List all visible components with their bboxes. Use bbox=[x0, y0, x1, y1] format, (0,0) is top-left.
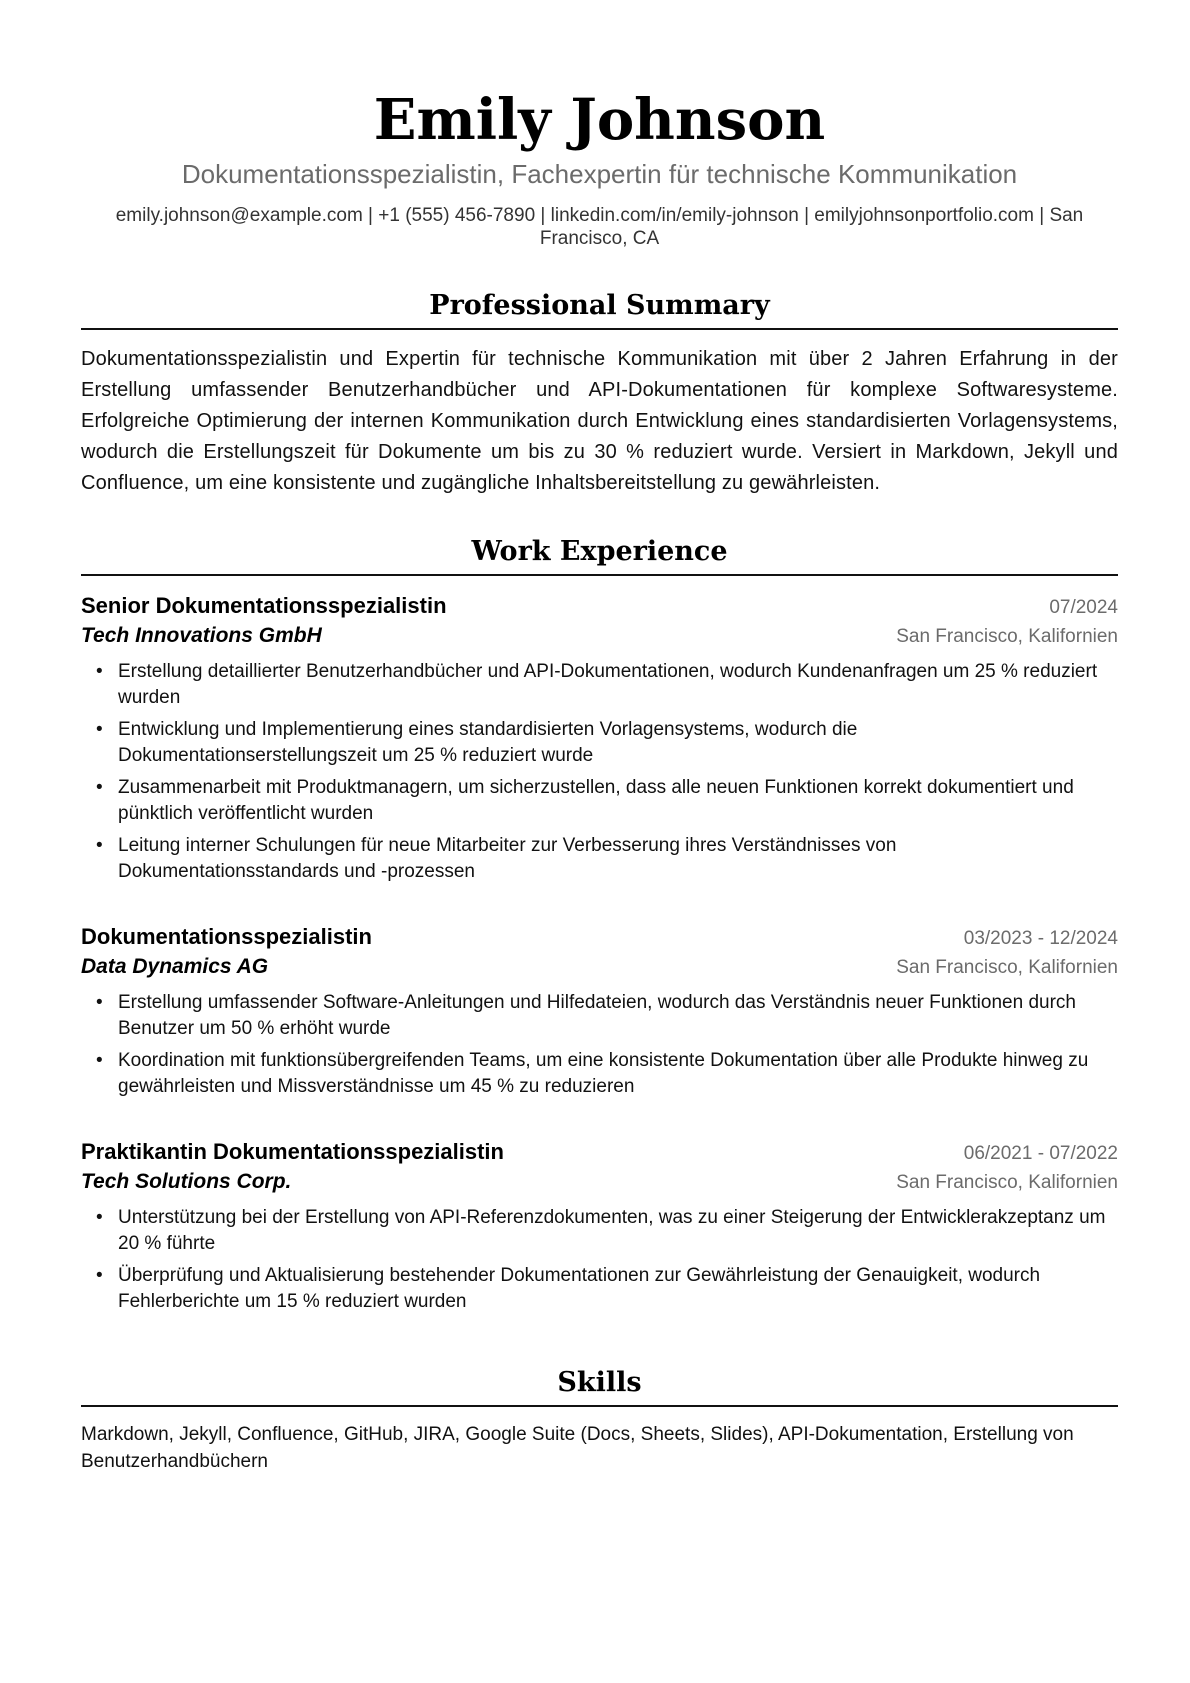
summary-text: Dokumentationsspezialistin und Expertin für technische Kommunikation mit über 2 Jahren Erfahrung in der Erstellung umfassender Benutzerhandbücher und API-Dokumentationen für komplexe Softwaresysteme. Erfolgreiche Optimierung der internen Kommunikation durch Entwicklung eines standardisierten Vorlagensystems, wodurch die Erstellungszeit für Dokumente um bis zu 30 % reduziert wurde. Versiert in Markdown, Jekyll und Confluence, um eine konsistente und zugängliche Inhaltsbereitstellung zu gewährleisten. bbox=[81, 348, 1118, 494]
bullet-icon: • bbox=[96, 661, 103, 682]
bullet-icon: • bbox=[96, 835, 103, 856]
resume-page bbox=[81, 0, 1118, 1475]
skills-heading: Skills bbox=[81, 1365, 1118, 1407]
bullet-icon: • bbox=[96, 719, 103, 740]
skills-section bbox=[81, 1365, 1118, 1475]
bullet-icon: • bbox=[96, 1207, 103, 1228]
bullet-icon: • bbox=[96, 777, 103, 798]
bullet-icon: • bbox=[96, 1050, 103, 1071]
job-bullet: • Erstellung detaillierter Benutzerhandbücher und API-Dokumentationen, wodurch Kundenanfragen um 25 % reduziert wurden bbox=[96, 661, 1098, 708]
job-company: Tech Solutions Corp. bbox=[81, 1170, 292, 1193]
job-bullet: • Entwicklung und Implementierung eines standardisierten Vorlagensystems, wodurch die Dokumentationserstellungszeit um 25 % reduziert wurde bbox=[96, 719, 858, 766]
bullet-icon: • bbox=[96, 1265, 103, 1286]
job-location: San Francisco, Kalifornien bbox=[896, 626, 1118, 647]
contact-line: emily.johnson@example.com | +1 (555) 456-7890 | linkedin.com/in/emily-johnson | emilyjohnsonportfolio.com | San Francisco, CA bbox=[115, 205, 1084, 249]
job-bullets bbox=[81, 990, 1118, 1100]
work-heading: Work Experience bbox=[81, 534, 1118, 576]
job-date: 03/2023 - 12/2024 bbox=[963, 928, 1118, 949]
job-bullet: • Leitung interner Schulungen für neue Mitarbeiter zur Verbesserung ihres Verständnisses von Dokumentationsstandards und -prozessen bbox=[96, 835, 897, 882]
job-entry bbox=[81, 592, 1118, 885]
job-title: Senior Dokumentationsspezialistin bbox=[81, 593, 447, 618]
job-title: Dokumentationsspezialistin bbox=[81, 924, 372, 949]
job-bullets bbox=[81, 1205, 1118, 1315]
work-section bbox=[81, 534, 1118, 1315]
job-title: Praktikantin Dokumentationsspezialistin bbox=[81, 1139, 504, 1164]
candidate-headline: Dokumentationsspezialistin, Fachexpertin für technische Kommunikation bbox=[181, 159, 1018, 189]
bullet-icon: • bbox=[96, 992, 103, 1013]
job-entry bbox=[81, 923, 1118, 1100]
summary-heading: Professional Summary bbox=[81, 288, 1118, 330]
job-bullets bbox=[81, 659, 1118, 885]
skills-text: Markdown, Jekyll, Confluence, GitHub, JIRA, Google Suite (Docs, Sheets, Slides), API-Dokumentation, Erstellung von Benutzerhandbüchern bbox=[81, 1424, 1074, 1472]
candidate-name: Emily Johnson bbox=[373, 87, 826, 153]
job-company: Data Dynamics AG bbox=[81, 955, 269, 978]
job-location: San Francisco, Kalifornien bbox=[896, 957, 1118, 978]
job-bullet: • Unterstützung bei der Erstellung von API-Referenzdokumenten, was zu einer Steigerung der Entwicklerakzeptanz um 20 % führte bbox=[96, 1207, 1106, 1254]
job-bullet: • Koordination mit funktionsübergreifenden Teams, um eine konsistente Dokumentation über alle Produkte hinweg zu gewährleisten und Missverständnisse um 45 % zu reduzieren bbox=[96, 1050, 1089, 1097]
job-bullet: • Überprüfung und Aktualisierung bestehender Dokumentationen zur Gewährleistung der Genauigkeit, wodurch Fehlerberichte um 15 % reduziert wurden bbox=[96, 1265, 1041, 1312]
job-bullet: • Erstellung umfassender Software-Anleitungen und Hilfedateien, wodurch das Verständnis neuer Funktionen durch Benutzer um 50 % erhöht wurde bbox=[96, 992, 1076, 1039]
job-location: San Francisco, Kalifornien bbox=[896, 1172, 1118, 1193]
job-date: 07/2024 bbox=[1049, 597, 1118, 618]
job-bullet: • Zusammenarbeit mit Produktmanagern, um sicherzustellen, dass alle neuen Funktionen korrekt dokumentiert und pünktlich veröffentlicht wurden bbox=[96, 777, 1074, 824]
job-company: Tech Innovations GmbH bbox=[81, 624, 322, 647]
job-entry bbox=[81, 1138, 1118, 1315]
summary-section bbox=[81, 288, 1118, 499]
job-date: 06/2021 - 07/2022 bbox=[963, 1143, 1118, 1164]
